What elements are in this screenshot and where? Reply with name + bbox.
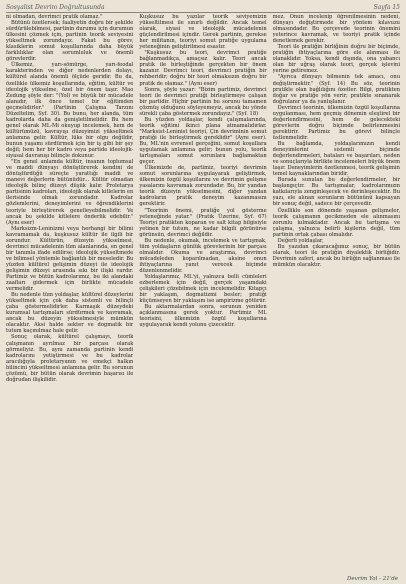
paragraph: Sonra, şöyle yazar: "Bizim partimiz, devrimci teori ile devrimci pratiği birleştirmeye çalışan bir partidir. Hiçbir partinin bu sorunu tamamen çözmüş olduğunu söyleyemeyiz, ancak bu yönde sürekli çaba göstermek zorundayız." (Syf. 18) [139,86,267,117]
paragraph: Yoldaşlarımız, ML'yi, yalnızca belli cümleleri ezberlemek için değil, gerçek yaşamdaki çelişkileri çözebilmek için incelemelidir. Kitapçı bir yaklaşım, dogmatizmi besler; pratiği küçümseyen bir yaklaşım ise ampirizme götürür. [139,274,267,305]
paragraph: Devrimci teorinin, ülkemizin özgül koşullarına uygulanması, hem geçmiş dönemin eleştirel bir değerlendirmesini, hem de gelecekteki görevlerin doğru biçimde belirlenmesini gerektirir. Partimiz bu görevi bilinçle üstlenmelidir. [272,104,400,141]
paragraph: ni olmadan, devrimci pratik olamaz." [6,14,103,20]
paragraph: mez. Onun incelenip öğrenilmesinin nedeni, dünyayı değiştirmede bir yöntem kılavuzu olmasındadır. Bu çerçevede teorinin önemini yeterince kavramak, ve teoriyi pratik içinde denetlemek gerekir. [272,14,400,45]
paragraph: Bu nedenle, okumak, incelemek ve tartışmak, tüm yoldaşların günlük görevlerinin bir parçası olmalıdır. Okuma ve araştırma, devrimci mücadeleden koparılmadan, aksine onun ihtiyaçlarına yanıt verecek biçimde düzenlenmelidir. [139,237,267,274]
paragraph: Sonuç olarak, kültürel çalışmayı, teorik çalışmanın ayrılmaz bir parçası olarak görmeliyiz. Bu, aynı zamanda partinin kendi kadrolarını yetiştirmesi ve bu kadrolar aracılığıyla proletaryanın ve emekçi halkın bilincini yükseltmesi anlamına gelir. Bu sorunun çözümü, bir bütün olarak devrimin başarısı ile doğrudan ilişkilidir. [6,334,134,383]
page-footer: Devrim Yol - 21'de [347,576,398,582]
paragraph: Burada sunulan bu değerlendirmeler, bir başlangıçtır. Bu tartışmalar, kadrolarımızın katkılarıyla zenginleşecek ve derinleşecektir. Bu yazı, ele alınan sorunların bütününü kapsayan bir sonuç değil, sadece bir çerçevedir. [272,177,400,208]
column-1 [6,14,133,572]
paragraph: Marksizm-Leninizmi veya herhangi bir bilimi kavramamak da, kuşkusuz kültür ile ilgili bir sorundur. Kültürün, düzeyin yükselmesi, devrimci mücadelenin tüm alanlarında, en genel bir tanımla ifade edilirse; ideolojik yükseltmede ve bilimsel yöntemle bağlantılı bir meseledir. Bu yüzden kültürel gelişimin düzeyi ile ideolojik gelişimin düzeyi arasında sıkı bir ilişki vardır. Partimiz ve bütün kadrolarımız, bu iki alandaki zaafları gidermek için birlikte mücadele vermelidir. [6,225,134,293]
paragraph: Bütünü özetlersek; faaliyetin doğru bir şekilde sürdürülebilmesi, partinin durumu için durumun ülkesini çözmek için, partinin teorik seviyesini yükseltmek zorundayız. Fakat bu görev, klasiklerin somut koşullarında daha büyük farklılıklar olan sorumluluk ve önemli görevlerdir. [6,20,134,63]
header-left: Sosyalist Devrim Doğrultusunda [6,3,105,11]
paragraph: "Ayrıca dünyayı bilmenin tek amacı, onu değiştirmektir." (Syf. 14) Bu söz, teorinin pratikle olan bağlılığını özetler. Bilgi, pratikten doğar ve pratiğe yön verir; pratikte sınanarak doğrulanır ya da yanlışlanır. [272,74,400,105]
paragraph: Bu aktarmalardan sonra, sorunun yeniden açıklanmasına gerek yoktur. Partimiz ML teorisini, ülkemizin özgül koşullarına uygulayarak kendi yolunu çizecektir. [139,304,267,329]
paragraph: Ülkemizde de, partimiz, teoriyi devrimin somut sorunlarına uygulayarak geliştirmek, ülkemizin özgül koşullarını ve devrimin gelişme yasalarını kavramak zorundadır. Bu, bir yandan teorik düzeyin yükselmesini, diğer yandan kadroların pratik deneyim kazanmasını gerektirir. [139,165,267,208]
paragraph: "En genel anlamda kültür, insanın toplumsal ve maddi dünyayı dönüştürerek kendini de dönüştürdüğü süreçte yarattığı maddi ve manevi değerlerin bütünüdür... Kültür olmadan ideolojik bilinç düzeyi düşük kalır. Proletarya partisinin kadroları, ideolojik olarak kitlelerin en ilerisinde olmak zorundadır. Kadrolar gözlemlerini, deneyimlerini ve öğrendiklerini teoriyle birleştirerek genelleyebilmelidir. Ve ancak bu şekilde kitlelere önderlik edebilir." (Aynı eser) [6,159,134,226]
paragraph: Bu yüzden yoldaşlar, kendi çalışmalarında, teorik eğitimi ikinci plana atmamalıdırlar. "Marksist-Leninist teoriyi, Çin devriminin somut pratiği ile birleştirmek gereklidir" (Aynı eser). Bu, ML'nin evrensel gerçeğini, somut koşullara uygulamak anlamına gelir; bunun yolu, teorik tartışmaları somut sorunlara bağlamaktan geçer. [139,116,267,166]
paragraph: Bu yazıdan çıkaracağımız sonuç, bir bütün olarak, teori ile pratiğin diyalektik birliğidir. Devrimin zaferi, ancak bu birliğin sağlanması ile mümkün olacaktır. [272,243,400,268]
paragraph: Özellikle son dönemde yaşanan gelişmeler, teorik çalışmanın gecikmeden ele alınmasını zorunlu kılmaktadır. Ancak bu tartışma ve çalışma, yalnızca belirli kişilerin değil, tüm partinin ortak çabası olmalıdır. [272,207,400,238]
paragraph: Bu nedenle tüm yoldaşlar, kültürel düzeylerini yükseltmek için çok daha sistemli ve bilinçli çaba göstermelidirler. Karmaşık düzeydeki kuramsal tartışmaları sürdürmek ve kavramak, ancak bu düzeyin yükselmesiyle mümkün olacaktır. Aksi halde sekter ve dogmatik bir tutum kaçınılmaz hale gelir. [6,292,134,335]
paragraph: Ülkemiz, yarı-sömürge, yarı-feodal karakterinden ve diğer nedenlerden dolayı, kültürel alanda önemli ölçüde geridir. Bu da, özellikle ülkemiz koşullarında, eğitim, kültür ve ideolojik yükselme, özel bir önem taşır. Mao Zedung şöyle der: "(Yol) ve büyük bir mücadele alanıdır, ilk önce temel bir eğitimden geçmelidirler." (Partinin Çalışma Tarzını Düzeltelim, Syf. 30). Bu bunu, her alanda, tüm kadrolarda daha da genişletilmelidir. Bu hem genel olarak ML-Mi okuyup incelemek, hem de kültürümüzü, kavrayışı düzeyimizi yükseltmek anlamına gelir. Kültür, lüks bir olgu değildir, bunun yaşamı sürdürmek için bir iş gibi bir şey değil; hem her bir kadro veya partide ideolojik-siyasal davranışı bilinçle dokunur. [6,62,134,160]
paragraph: Bu bağlamda, yoldaşlarımızın kendi deneyimlerini sistemli biçimde değerlendirmeleri, hataları ve başarıları, neden ve sonuçlarıyla birlikte incelemeleri büyük önem taşır. Deneyimlerin özetlenmesi, teorik gelişimin temel kaynaklarından biridir. [272,140,400,178]
column-2 [139,14,266,572]
paragraph: Kuşkusuz bu yazılar teorik seviyemizin yükseltilmesi ile sınırlı değildir. Ancak temel olarak, siyasi ve ideolojik mücadelenin güçlendirilmesi içindir. Gerek partinin, gerekse her militanın, teoriyi somut pratiğe uygulama yeteneğinin geliştirilmesi esastır. [139,14,267,51]
page-header [6,2,400,13]
paragraph: Teori ile pratiğin birliğinin doğru bir biçimde, pratiğin ihtiyaçlarına göre ele alınması ile olanaklıdır. Yoksa, kendi dışında, ona yabancı olan bir uğraş olarak teori, gerçek işlevini yerine getiremez. [272,44,400,75]
column-3 [273,14,400,572]
paragraph: Değerli yoldaşlar, [277,237,324,244]
paragraph: "Teorinin önemi, pratiğe yol gösterme yeteneğinde yatar." (Pratik Üzerine, Syf. 67) Teoriyi pratikten koparan ve salt kitap bilgisiyle yetinen bir tutum, ne kadar bilgili görünürse görünsün, devrimci değildir. [139,207,267,238]
text-columns [6,14,400,572]
paragraph: "Kuşkusuz bu teori, devrimci pratiğe bağlanmadıkça, amaçsız kalır. Teori ancak pratik ile birleştiğinde gerçekten bir önem kazanır. Devrimci teori, devrimci pratiğin bir rehberidir; doğru bir teori olmaksızın doğru bir pratik de olamaz." (Aynı eser) [139,50,267,87]
header-right: Sayfa 15 [373,3,400,11]
